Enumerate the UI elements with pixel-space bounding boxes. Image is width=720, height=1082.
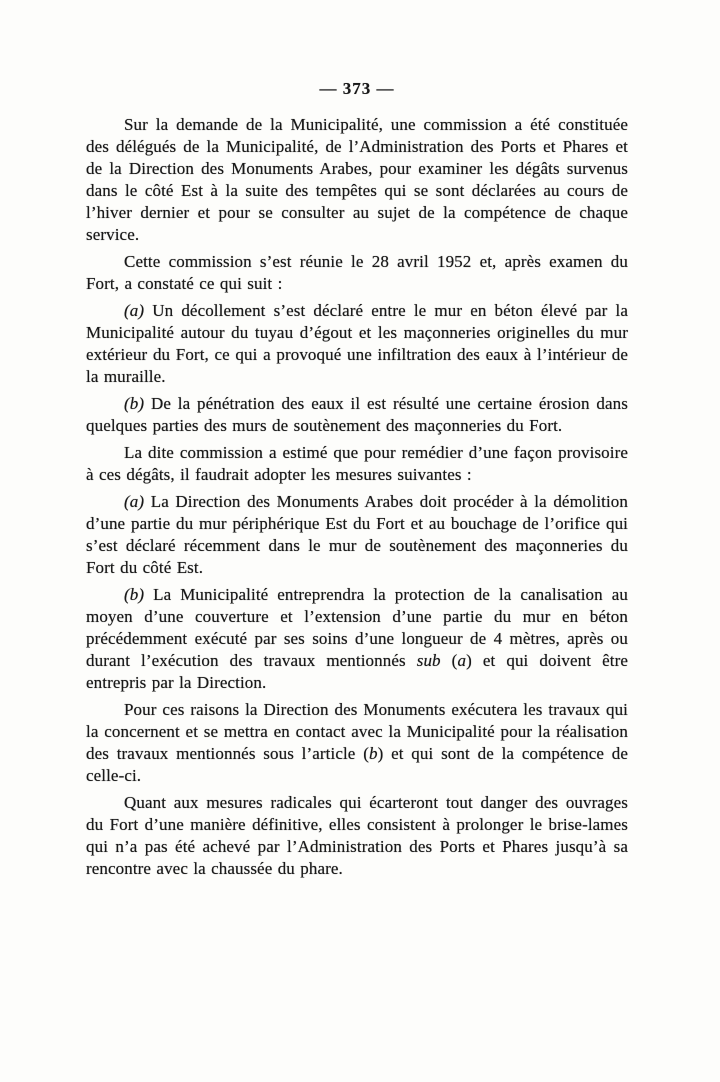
document-body (86, 114, 628, 885)
text-segment: ) et qui sont de la compétence de celle-ci. (86, 744, 628, 785)
text-segment: Un décollement s’est déclaré entre le mur en béton élevé par la Municipalité autour du tuyau d’égout et les maçonneries originelles du mur extérieur du Fort, ce qui a provoqué une infiltration des eaux à l’intérieur de la muraille. (86, 301, 628, 386)
text-segment: Sur la demande de la Municipalité, une commission a été constituée des délégués de la Municipalité, de l’Administration des Ports et Phares et de la Direction des Monuments Arabes, pour examiner les dégâts survenus dans le côté Est à la suite des tempêtes qui se sont déclarées au cours de l’hiver dernier et pour se consulter au sujet de la compétence de chaque service. (86, 115, 628, 244)
paragraph (86, 699, 628, 787)
text-segment: La Municipalité entreprendra la protection de la canalisation au moyen d’une couverture et l’extension d’une partie du mur en béton précédemment exécuté par ses soins d’une longueur de 4 mètres, après ou durant l’exécution des travaux mentionnés (86, 585, 628, 670)
page-number: — 373 — (319, 79, 395, 98)
text-segment: Pour ces raisons la Direction des Monuments exécutera les travaux qui la concernent et se mettra en contact avec la Municipalité pour la réalisation des travaux mentionnés sous l’article ( (86, 700, 628, 763)
paragraph (86, 584, 628, 694)
paragraph (86, 792, 628, 880)
italic-text-segment: (b) (124, 585, 145, 604)
paragraph (86, 491, 628, 579)
text-segment: ) et qui doivent être entrepris par la Direction. (86, 651, 628, 692)
italic-text-segment: (a) (124, 301, 145, 320)
text-segment: De la pénétration des eaux il est résulté une certaine érosion dans quelques parties des murs de soutènement des maçonneries du Fort. (86, 394, 628, 435)
text-segment: Cette commission s’est réunie le 28 avril 1952 et, après examen du Fort, a constaté ce qui suit : (86, 252, 628, 293)
text-segment: La Direction des Monuments Arabes doit procéder à la démolition d’une partie du mur périphérique Est du Fort et au bouchage de l’orifice qui s’est déclaré récemment dans le mur de soutènement des maçonneries du Fort du côté Est. (86, 492, 628, 577)
paragraph (86, 393, 628, 437)
paragraph (86, 300, 628, 388)
italic-text-segment: b (368, 744, 378, 763)
text-segment: La dite commission a estimé que pour remédier d’une façon provisoire à ces dégâts, il faudrait adopter les mesures suivantes : (86, 443, 628, 484)
paragraph (86, 251, 628, 295)
paragraph (86, 442, 628, 486)
text-segment: ( (440, 651, 458, 670)
italic-text-segment: (a) (124, 492, 145, 511)
paragraph (86, 114, 628, 246)
italic-text-segment: sub (416, 651, 441, 670)
italic-text-segment: (b) (124, 394, 145, 413)
italic-text-segment: a (457, 651, 467, 670)
text-segment: Quant aux mesures radicales qui écarteront tout danger des ouvrages du Fort d’une manière définitive, elles consistent à prolonger le brise-lames qui n’a pas été achevé par l’Administration des Ports et Phares jusqu’à sa rencontre avec la chaussée du phare. (86, 793, 628, 878)
